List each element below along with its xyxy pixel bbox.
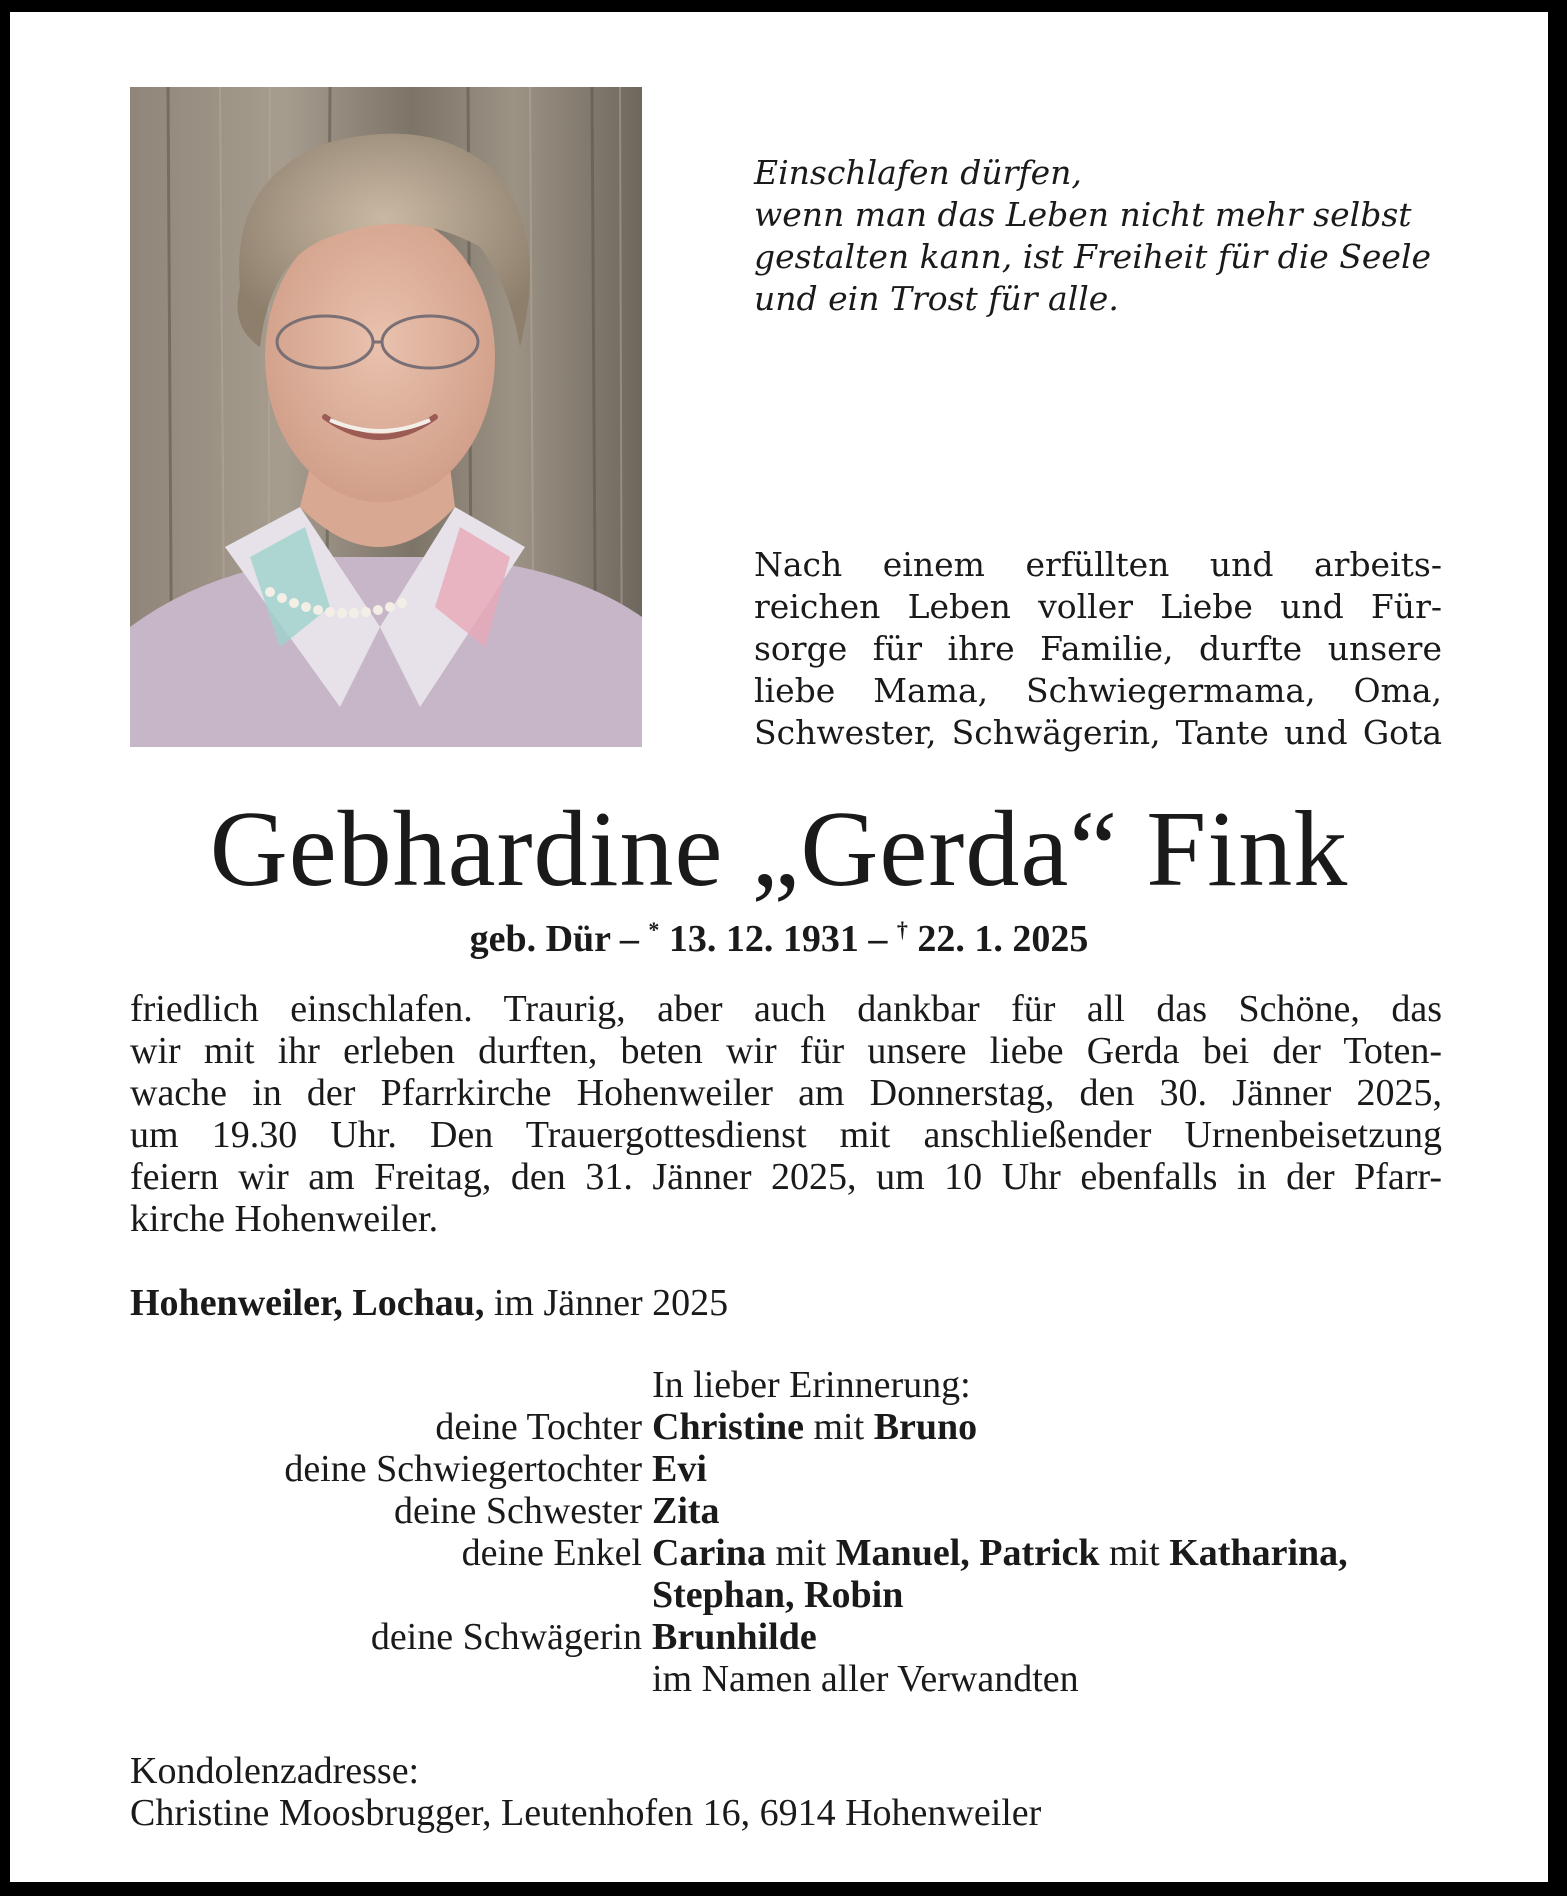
death-symbol: † — [896, 917, 908, 942]
intro-line: Nach einem erfüllten und arbeits- — [754, 545, 1442, 584]
portrait-photo — [130, 87, 642, 747]
member-name: Stephan, Robin — [652, 1574, 904, 1616]
deceased-name: Gebhardine „Gerda“ Fink — [209, 790, 1349, 909]
quote-line: und ein Trost für alle. — [754, 279, 1119, 318]
condolence-label: Kondolenzadresse: — [130, 1750, 420, 1792]
life-dates — [10, 907, 1548, 962]
announcement-text — [130, 988, 1442, 1240]
condolence-address-text: Christine Moosbrugger, Leutenhofen 16, 6914 Hohenweiler — [130, 1792, 1042, 1834]
relation-label: deine Schwester — [394, 1490, 642, 1532]
family-heading-row — [130, 1364, 1450, 1406]
family-row — [130, 1658, 1450, 1700]
intro-line: liebe Mama, Schwiegermama, Oma, — [754, 671, 1442, 710]
quote-line: wenn man das Leben nicht mehr selbst — [754, 195, 1412, 234]
family-row — [130, 1616, 1450, 1658]
member-name: Carina — [652, 1532, 766, 1574]
connector-text: mit — [1099, 1532, 1170, 1574]
places: Hohenweiler, Lochau, — [130, 1282, 485, 1324]
intro-line: reichen Leben voller Liebe und Für- — [754, 587, 1442, 626]
born-prefix: geb. Dür – — [469, 918, 649, 960]
family-row — [130, 1574, 1450, 1616]
connector-text: mit — [804, 1406, 874, 1448]
birth-symbol: * — [648, 917, 660, 942]
death-date: 22. 1. 2025 — [907, 918, 1089, 960]
condolence-address — [130, 1750, 1041, 1834]
quote-line: Einschlafen dürfen, — [754, 153, 1082, 192]
connector-text: mit — [766, 1532, 836, 1574]
portrait-illustration — [130, 87, 642, 747]
intro-text — [754, 544, 1442, 754]
family-row — [130, 1532, 1450, 1574]
obituary-card — [10, 12, 1548, 1882]
relation-label: deine Enkel — [461, 1532, 642, 1574]
closing-line: im Namen aller Verwandten — [652, 1658, 1079, 1700]
relation-label: deine Schwägerin — [370, 1616, 642, 1658]
member-name: Bruno — [873, 1406, 978, 1448]
member-name: Evi — [652, 1448, 707, 1490]
family-row — [130, 1448, 1450, 1490]
announcement-line: wir mit ihr erleben durften, beten wir für unsere liebe Gerda bei der Toten- — [130, 1030, 1442, 1072]
intro-line: Schwester, Schwägerin, Tante und Gota — [754, 713, 1442, 752]
family-row — [130, 1406, 1450, 1448]
quote-line: gestalten kann, ist Freiheit für die Seele — [754, 237, 1432, 276]
memorial-quote — [754, 152, 1474, 320]
announcement-line: um 19.30 Uhr. Den Trauergottesdienst mit anschließender Urnenbeisetzung — [130, 1114, 1442, 1156]
family-row — [130, 1490, 1450, 1532]
family-heading: In lieber Erinnerung: — [652, 1364, 971, 1406]
announcement-line: feiern wir am Freitag, den 31. Jänner 2025, um 10 Uhr ebenfalls in der Pfarr- — [130, 1156, 1442, 1198]
announcement-line: kirche Hohenweiler. — [130, 1198, 439, 1240]
date-text: im Jänner 2025 — [484, 1282, 729, 1324]
relation-label: deine Schwiegertochter — [284, 1448, 642, 1490]
place-date-line — [130, 1282, 728, 1324]
intro-line: sorge für ihre Familie, durfte unsere — [754, 629, 1442, 668]
announcement-line: friedlich einschlafen. Traurig, aber auch dankbar für all das Schöne, das — [130, 988, 1442, 1030]
birth-date: 13. 12. 1931 – — [659, 918, 897, 960]
family-list — [130, 1364, 1450, 1700]
announcement-line: wache in der Pfarrkirche Hohenweiler am Donnerstag, den 30. Jänner 2025, — [130, 1072, 1442, 1114]
member-name: Zita — [652, 1490, 720, 1532]
member-name: Brunhilde — [652, 1616, 817, 1658]
member-name: Christine — [652, 1406, 804, 1448]
member-name: Manuel, Patrick — [835, 1532, 1100, 1574]
member-name: Katharina, — [1169, 1532, 1348, 1574]
relation-label: deine Tochter — [435, 1406, 642, 1448]
